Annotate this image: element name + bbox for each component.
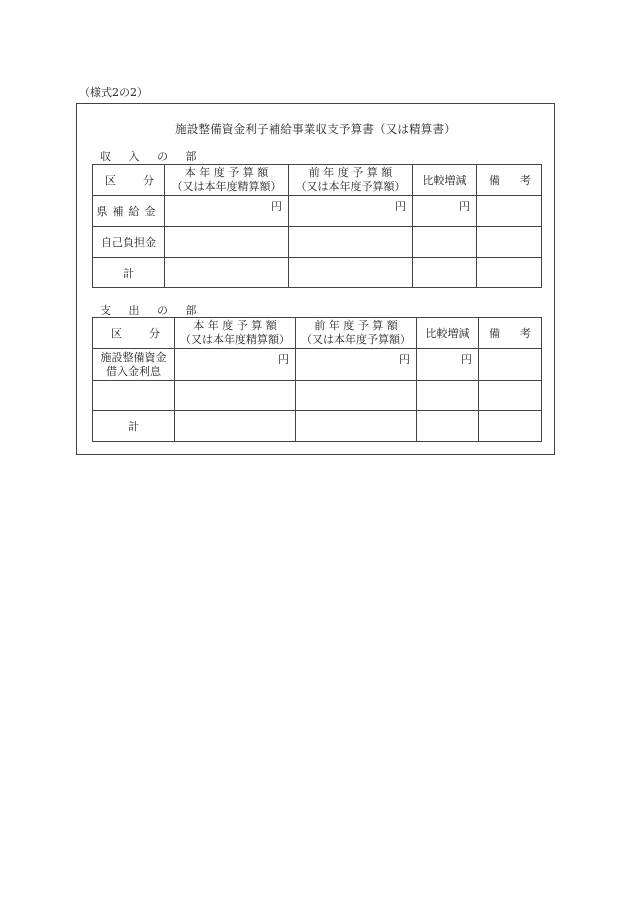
expense-header-remarks <box>479 318 542 349</box>
expense-cell-compare: 円 <box>417 349 479 381</box>
income-header-category-b: 分 <box>143 174 154 187</box>
expense-header-current-line1: 本 年 度 予 算 額 <box>193 319 277 332</box>
income-header-row <box>93 165 542 196</box>
expense-header-category-a: 区 <box>111 327 122 340</box>
income-cell-remarks <box>477 227 542 258</box>
income-cell-current <box>165 258 289 288</box>
income-cell-current: 円 <box>165 196 289 227</box>
expense-row-loan-interest <box>93 349 542 381</box>
expense-row-label: 計 <box>93 411 175 442</box>
form-number-label: （様式2の2） <box>79 86 148 99</box>
income-header-current-line1: 本 年 度 予 算 額 <box>184 166 269 179</box>
income-cell-compare: 円 <box>413 196 477 227</box>
income-header-category <box>93 165 165 196</box>
income-header-remarks <box>477 165 542 196</box>
income-row-label: 自己負担金 <box>93 227 165 258</box>
expense-section-label: 支 出 の 部 <box>100 304 204 317</box>
expense-header-compare: 比較増減 <box>417 318 479 349</box>
income-header-remarks-a: 備 <box>489 174 500 187</box>
expense-header-previous <box>296 318 417 349</box>
expense-row-total <box>93 411 542 442</box>
income-header-previous-line1: 前 年 度 予 算 額 <box>308 166 393 179</box>
expense-header-remarks-a: 備 <box>489 327 500 340</box>
income-row-total <box>93 258 542 288</box>
expense-cell-remarks <box>479 349 542 381</box>
income-header-previous <box>289 165 413 196</box>
expense-row-label <box>93 381 175 411</box>
expense-row-label-line1: 施設整備資金 <box>100 350 167 364</box>
expense-header-remarks-b: 考 <box>520 327 531 340</box>
income-cell-compare <box>413 227 477 258</box>
document-title: 施設整備資金利子補給事業収支予算書（又は精算書） <box>175 122 456 136</box>
income-cell-previous <box>289 227 413 258</box>
expense-row-label <box>93 349 175 381</box>
expense-row-blank <box>93 381 542 411</box>
expense-header-category <box>93 318 175 349</box>
income-cell-compare <box>413 258 477 288</box>
income-row-label <box>93 196 165 227</box>
income-header-previous-line2: （又は本年度予算額） <box>295 180 406 193</box>
expense-cell-compare <box>417 411 479 442</box>
expense-cell-current <box>175 381 296 411</box>
expense-header-previous-line1: 前 年 度 予 算 額 <box>314 319 398 332</box>
income-cell-current <box>165 227 289 258</box>
expense-header-row <box>93 318 542 349</box>
expense-table <box>92 317 542 442</box>
expense-header-previous-line2: （又は本年度予算額） <box>301 333 411 346</box>
expense-cell-current <box>175 411 296 442</box>
expense-cell-compare <box>417 381 479 411</box>
expense-header-category-b: 分 <box>149 327 160 340</box>
income-header-current <box>165 165 289 196</box>
expense-cell-current: 円 <box>175 349 296 381</box>
expense-cell-remarks <box>479 411 542 442</box>
expense-cell-remarks <box>479 381 542 411</box>
income-cell-remarks <box>477 258 542 288</box>
income-section-label: 収 入 の 部 <box>100 150 204 163</box>
expense-cell-previous <box>296 411 417 442</box>
income-row-label-text: 県補給金 <box>96 205 161 218</box>
expense-cell-previous <box>296 381 417 411</box>
expense-header-current-line2: （又は本年度精算額） <box>180 333 290 346</box>
income-table <box>92 164 542 288</box>
income-header-compare: 比較増減 <box>413 165 477 196</box>
income-header-current-line2: （又は本年度精算額） <box>171 180 282 193</box>
income-row-label: 計 <box>93 258 165 288</box>
income-cell-previous: 円 <box>289 196 413 227</box>
expense-row-label-line2: 借入金利息 <box>106 364 161 378</box>
income-row-self-burden <box>93 227 542 258</box>
expense-cell-previous: 円 <box>296 349 417 381</box>
income-cell-previous <box>289 258 413 288</box>
income-header-remarks-b: 考 <box>520 174 531 187</box>
income-row-prefectural-subsidy <box>93 196 542 227</box>
income-cell-remarks <box>477 196 542 227</box>
expense-header-current <box>175 318 296 349</box>
income-header-category-a: 区 <box>105 174 116 187</box>
